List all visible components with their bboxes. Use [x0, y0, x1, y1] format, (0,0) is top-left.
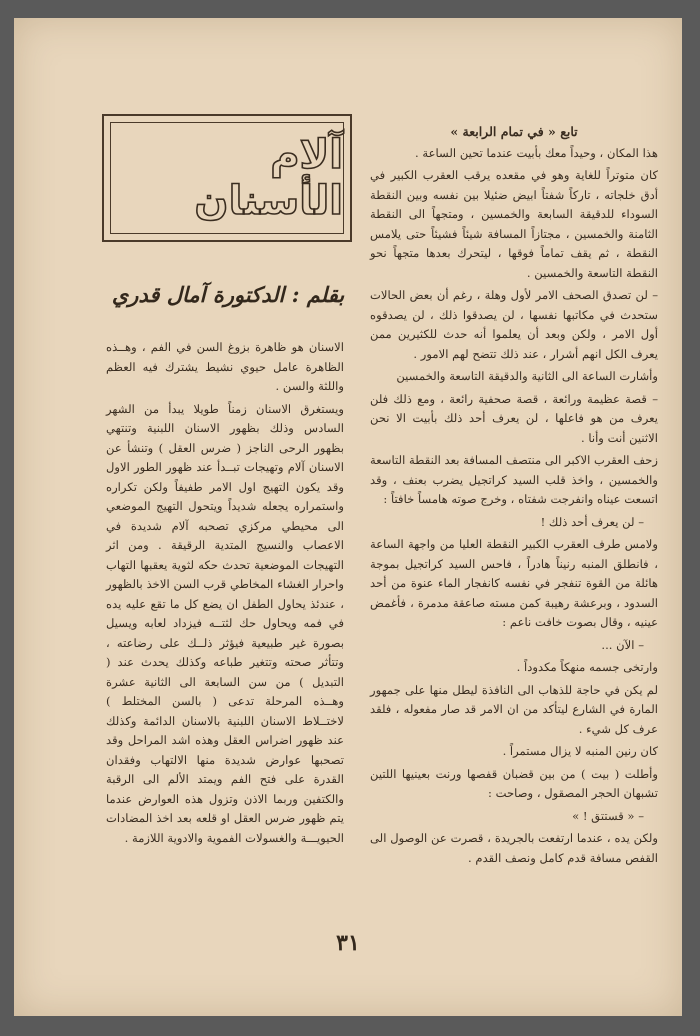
story-paragraph: وأشارت الساعة الى الثانية والدقيقة التاسعة والخمسين — [396, 369, 658, 383]
article-title: آلام الأسنان — [194, 132, 343, 224]
story-continued-heading: تابع « في تمام الرابعة » — [450, 124, 578, 139]
page-number: ٣١ — [336, 930, 360, 956]
story-paragraph: وأطلت ( بيت ) من بين قضبان قفصها ورنت بعينيها اللتين تشبهان الحجر المصقول ، وصاحت : — [370, 766, 658, 800]
article-paragraph: ويستغرق الاسنان زمناً طويلا يبدأ من الشهر السادس وذلك بظهور الاسنان اللبنية وتنتهي بظهور الرحى الناجز ( ضرس العقل ) وتنشأ عن الاسنان آلام وتهيجات تبــدأ عند ظهور الطور الاول وقد يكون التهيج اول الامر طفيفاً ولكن تكراره واستمراره يجعله شديداً ويتحول التهيج الموضعي الى محيطي مركزي تصحبه آلام شديدة في الاعصاب والنسيج المتدية الرقيقة . ومن اثر التهيجات الموضعية تحدث حكه لثوية يعقبها التهاب واحرار الغشاء المخاطي قرب السن الاخذ بالظهور ، عندئذ يحاول الطفل ان يضع كل ما تقع عليه يده في فمه ويحاول حك لثتــه فيزداد لعابه ويسيل بصورة غير طبيعية فيؤثر ذلــك على رضاعته ، وتتأثر صحته وتتغير طباعه وكذلك يحدث عند ( التبديل ) من سن السابعة الى الثانية عشرة وهــذه المرحلة تدعى ( بالسن المختلط ) لاختــلاط الاسنان اللبنية بالاسنان الدائمة وكذلك عند ظهور اضراس العقل وهذه اشد المراحل وقد تصحبها عوارض شديدة منها الالتهاب وفقدان القدرة على فتح الفم ويمتد الألم الى الرقبة والكتفين وربما الاذن وتزول هذه العوارض عندما يتم ظهور ضرس العقل او قلعه بعد اخذ المضادات الحيويـــة والغسولات الفموية والادوية اللازمة . — [106, 401, 344, 845]
article-byline: بقلم : الدكتورة آمال قدري — [111, 282, 345, 307]
story-paragraph: زحف العقرب الاكبر الى منتصف المسافة بعد النقطة التاسعة والخمسين ، واخذ قلب السيد كراتجيل يضرب بعنف ، وقد اتسعت عيناه وانفرجت شفتاه ، وخرج صوته هامساً خافتاً : — [370, 453, 658, 506]
story-paragraph: هذا المكان ، وحيداً معك بأبيت عندما تحين الساعة . — [415, 145, 658, 160]
story-paragraph: ولكن يده ، عندما ارتفعت بالجريدة ، قصرت عن الوصول الى القفص مسافة قدم كامل ونصف القدم . — [370, 831, 658, 865]
story-paragraph: – الآن ... — [601, 637, 644, 652]
story-paragraph: – لن يعرف أحد ذلك ! — [540, 514, 644, 529]
article-title-frame — [110, 122, 344, 234]
story-paragraph: – لن تصدق الصحف الامر لأول وهلة ، رغم أن بعض الحالات ستحدث في مكاتبها نفسها ، لن يصدقوا ذلك ، لن يصدقوه أول الامر ، ولكن وبعد أن يعلموا أنه حدث للكثيرين ممن يعرف الكل انهم أشرار ، عند ذلك تتضح لهم الامور . — [370, 288, 658, 361]
story-paragraph: لم يكن في حاجة للذهاب الى النافذة ليطل منها على جمهور المارة في الشارع ليتأكد من ان الامر قد صار مفعوله ، فلقد عرف كل شيء . — [370, 682, 658, 736]
story-paragraph: – « قستتق ! » — [572, 808, 644, 823]
article-title-box — [102, 114, 352, 242]
story-paragraph: وارتخى جسمه منهكاً مكدوداً . — [516, 660, 658, 674]
magazine-page — [14, 18, 682, 1016]
article-paragraph: الاسنان هو ظاهرة بزوغ السن في الفم ، وهــذه الظاهرة عامل حيوي نشيط يشترك فيه العظم واللثة والسن . — [106, 340, 344, 393]
story-paragraph: ولامس طرف العقرب الكبير النقطة العليا من واجهة الساعة ، فانطلق المنبه رنيناً هادراً ، فاحس السيد كراتجيل بموجة هائلة من القوة تنفجر في نفسه كانفجار الماء عنوة من أحد السدود ، وبرعشة رهيبة كمن مسته صاعقة مدمرة ، فأغمض عينيه ، وقال بصوت خافت ناعم : — [370, 537, 658, 629]
story-paragraph: كان رنين المنبه لا يزال مستمراً . — [502, 744, 658, 758]
article-body — [106, 338, 344, 851]
story-column — [370, 122, 658, 871]
story-paragraph: كان متوتراً للغاية وهو في مقعده يرقب العقرب الكبير في أدق خلجاته ، تاركاً شفتاً ابيض ضئيلا بين نفسه وبين النقطة السوداء للدقيقة السابعة والخمسين ، ومتجهاً الى النقطة الثامنة والخمسين ، مجتازاً المسافة شيئاً فشيئاً حتى يلامس النقطة ، ثم يقف تماماً فوقها ، ليتحرك بعدها متجهاً نحو النقطة التاسعة والخمسين . — [370, 168, 658, 280]
story-paragraph: – قصة عظيمة ورائعة ، قصة صحفية رائعة ، ومع ذلك فلن يعرف من هو فاعلها ، لن يعرف أحد ذلك بأبيت الا نحن الاثنين أنت وأنا . — [370, 391, 658, 445]
